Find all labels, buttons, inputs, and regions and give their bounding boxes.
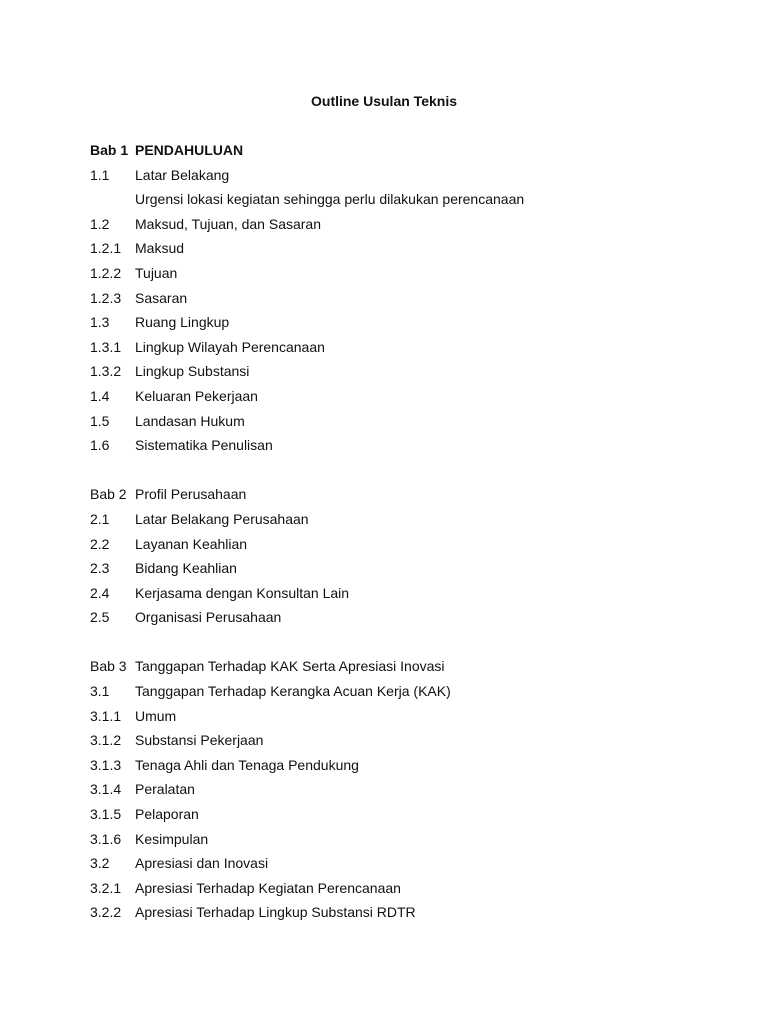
document-title: Outline Usulan Teknis [311, 93, 457, 109]
item-label: Tanggapan Terhadap KAK Serta Apresiasi Inovasi [135, 658, 445, 675]
item-number: 1.6 [90, 437, 110, 454]
item-number: 3.2.2 [90, 904, 122, 921]
outline-item [90, 682, 710, 707]
item-number: 1.2.1 [90, 240, 122, 257]
item-number: 1.3.1 [90, 338, 122, 355]
item-label: Umum [135, 707, 177, 724]
outline-item [90, 608, 710, 633]
outline-list [90, 141, 710, 928]
item-number: 2.1 [90, 510, 110, 527]
item-number: 1.2.2 [90, 264, 122, 281]
item-label: Kerjasama dengan Konsultan Lain [135, 584, 350, 601]
item-number: 1.3.2 [90, 363, 122, 380]
outline-item [90, 436, 710, 461]
chapter-heading [90, 485, 710, 510]
outline-section [90, 141, 710, 461]
item-number: 3.1.2 [90, 732, 122, 749]
item-number: Bab 3 [90, 658, 127, 675]
outline-item [90, 338, 710, 363]
outline-item [90, 879, 710, 904]
outline-item [90, 707, 710, 732]
item-label: Kesimpulan [135, 830, 209, 847]
item-label: Tenaga Ahli dan Tenaga Pendukung [135, 756, 359, 773]
chapter-heading [90, 657, 710, 682]
item-number: 3.1.6 [90, 830, 122, 847]
item-number: Bab 2 [90, 486, 127, 503]
outline-section [90, 657, 710, 928]
item-label: Bidang Keahlian [135, 560, 237, 577]
item-number: 3.1.3 [90, 756, 122, 773]
outline-section [90, 485, 710, 633]
item-number: 3.2 [90, 855, 110, 872]
item-label: Maksud, Tujuan, dan Sasaran [135, 215, 322, 232]
outline-item [90, 854, 710, 879]
item-label: Apresiasi dan Inovasi [135, 855, 269, 872]
item-label: Pelaporan [135, 806, 199, 823]
item-label: Tujuan [135, 264, 178, 281]
outline-item [90, 559, 710, 584]
outline-item [90, 289, 710, 314]
item-label: Latar Belakang [135, 166, 230, 183]
item-number: Bab 1 [90, 142, 129, 158]
outline-item [90, 731, 710, 756]
outline-item [90, 313, 710, 338]
item-label: Lingkup Wilayah Perencanaan [135, 338, 325, 355]
item-number: 1.1 [90, 166, 110, 183]
item-number: 1.2 [90, 215, 110, 232]
item-number: 2.5 [90, 609, 110, 626]
item-number: 1.3 [90, 314, 110, 331]
item-label: Peralatan [135, 781, 195, 798]
outline-item [90, 780, 710, 805]
item-number: 2.3 [90, 560, 110, 577]
item-label: Layanan Keahlian [135, 535, 248, 552]
outline-item [90, 215, 710, 240]
section-spacer [90, 461, 710, 486]
item-label: Landasan Hukum [135, 412, 245, 429]
outline-item [90, 264, 710, 289]
item-number: 3.1.4 [90, 781, 122, 798]
item-number: 1.2.3 [90, 289, 122, 306]
item-number: 2.2 [90, 535, 110, 552]
outline-item [90, 387, 710, 412]
outline-item [90, 412, 710, 437]
item-number: 2.4 [90, 584, 110, 601]
item-number: 1.5 [90, 412, 110, 429]
outline-item [90, 903, 710, 928]
chapter-heading [90, 141, 710, 166]
item-label: Sistematika Penulisan [135, 437, 273, 454]
section-spacer [90, 633, 710, 658]
item-label: Tanggapan Terhadap Kerangka Acuan Kerja (KAK) [135, 683, 451, 700]
item-label: PENDAHULUAN [135, 142, 244, 158]
outline-item [90, 166, 710, 191]
outline-item [90, 584, 710, 609]
item-label: Apresiasi Terhadap Kegiatan Perencanaan [135, 879, 401, 896]
item-label: Latar Belakang Perusahaan [135, 510, 309, 527]
outline-item [90, 830, 710, 855]
outline-item [90, 535, 710, 560]
item-label: Ruang Lingkup [135, 314, 230, 331]
item-label: Lingkup Substansi [135, 363, 250, 380]
item-label: Organisasi Perusahaan [135, 609, 282, 626]
outline-item [90, 805, 710, 830]
item-label: Maksud [135, 240, 185, 257]
item-number: 1.4 [90, 387, 110, 404]
item-number: 3.2.1 [90, 879, 122, 896]
outline-item [90, 756, 710, 781]
item-number: 3.1.1 [90, 707, 122, 724]
item-number: 3.1.5 [90, 806, 122, 823]
outline-item [90, 190, 710, 215]
item-label: Sasaran [135, 289, 188, 306]
item-label: Urgensi lokasi kegiatan sehingga perlu dilakukan perencanaan [135, 191, 525, 208]
item-number: 3.1 [90, 683, 110, 700]
outline-item [90, 239, 710, 264]
item-label: Apresiasi Terhadap Lingkup Substansi RDTR [135, 904, 416, 921]
item-label: Profil Perusahaan [135, 486, 247, 503]
outline-item [90, 510, 710, 535]
item-label: Keluaran Pekerjaan [135, 387, 258, 404]
outline-item [90, 362, 710, 387]
item-label: Substansi Pekerjaan [135, 732, 264, 749]
